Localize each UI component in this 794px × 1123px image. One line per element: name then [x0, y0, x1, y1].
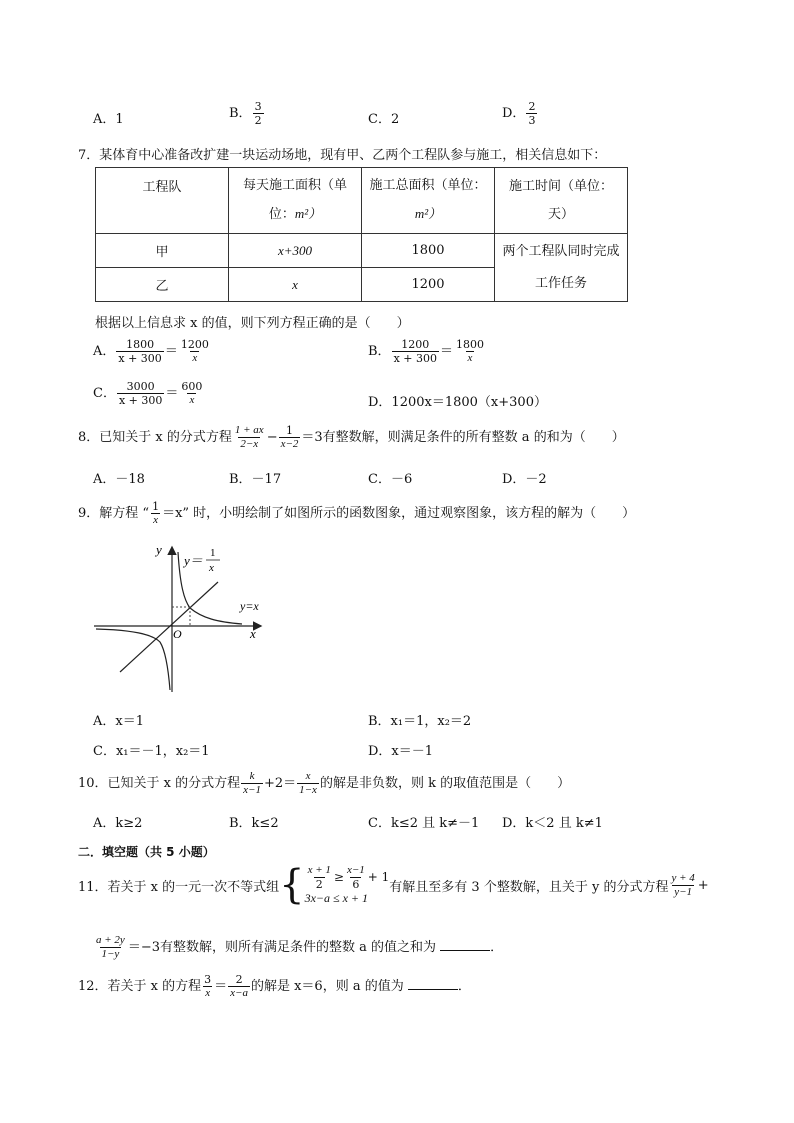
- q6-option-c: C．2: [368, 112, 400, 127]
- q7-ask: 根据以上信息求 x 的值，则下列方程正确的是（ ）: [95, 316, 410, 331]
- table-cell-time: 两个工程队同时完成 工作任务: [495, 234, 628, 302]
- system-brace: {: [279, 862, 305, 908]
- table-cell-total-jia: 1800: [362, 234, 495, 268]
- curve-label-numerator: 1: [210, 547, 216, 559]
- q9-stem: 9．解方程 “ $\frac{1}{x}$ ＝x” 时，小明绘制了如图所示的函数图象，通过观察图象，该方程的解为（ ）: [78, 500, 636, 526]
- table-cell-total-yi: 1200: [362, 268, 495, 302]
- q7-info-table: [95, 167, 628, 302]
- section-fill-in-heading: 二．填空题（共 5 小题）: [78, 845, 215, 859]
- q12-stem: 12．若关于 x 的方程 $\frac{3}{x}$ ＝ $\frac{2}{x-a}$ 的解是 x＝6，则 a 的值为 ．: [78, 973, 471, 999]
- q7-option-d: D．1200x＝1800（x+300）: [368, 395, 547, 410]
- table-cell-team-yi: 乙: [96, 268, 229, 302]
- q10-option-b: B．k≤2: [229, 816, 279, 831]
- q12-answer-blank[interactable]: [408, 977, 458, 990]
- q9-option-c: C．x₁＝－1，x₂＝1: [93, 744, 210, 759]
- q10-option-d: D．k＜2 且 k≠1: [502, 816, 603, 831]
- q9-option-d: D．x＝－1: [368, 744, 434, 759]
- q11-stem-line1: 11．若关于 x 的一元一次不等式组 { $\frac{x + 1}{2}$ ≥ $\frac{x-1}{6}$ + 1 3x−a ≤ x + 1 有解且至多有 3 个整数解，且关于 y 的分式方程 $\frac{y + 4}{y-1}$ +: [78, 862, 709, 908]
- inequality-1: $\frac{x + 1}{2}$ ≥ $\frac{x-1}{6}$ + 1: [307, 864, 390, 891]
- curve-label-denominator: x: [209, 562, 214, 574]
- q7-option-c: C． $\frac{3000}{x + 300}$ ＝ $\frac{600}{x}$: [93, 380, 203, 407]
- table-header-total: 施工总面积（单位： m²）: [362, 168, 495, 234]
- x-axis-label: x: [250, 626, 256, 641]
- y-axis-label: y: [156, 542, 162, 557]
- inequality-2: 3x−a ≤ x + 1: [304, 891, 369, 905]
- q7-option-b: B． $\frac{1200}{x + 300}$ ＝ $\frac{1800}{x}$: [368, 338, 484, 365]
- q8-option-b: B．－17: [229, 472, 282, 487]
- q9-option-b: B．x₁＝1，x₂＝2: [368, 714, 472, 729]
- line-y-equals-x: [120, 582, 218, 672]
- q11-answer-blank[interactable]: [440, 938, 490, 951]
- q8-option-a: A．－18: [93, 472, 145, 487]
- q9-function-graph: [92, 540, 272, 695]
- curve-label: y＝: [184, 553, 203, 568]
- inequality-system: [305, 864, 390, 906]
- q9-option-a: A．x＝1: [93, 714, 144, 729]
- q11-stem-line2: $\frac{a + 2y}{1-y}$ ＝−3有整数解，则所有满足条件的整数 a 的值之和为 ．: [96, 934, 504, 960]
- line-label: y=x: [240, 599, 259, 613]
- q6-option-d: D． $\frac{2}{3}$: [502, 100, 536, 127]
- q10-option-a: A．k≥2: [93, 816, 143, 831]
- table-cell-daily-jia: x+300: [229, 234, 362, 268]
- q8-option-d: D．－2: [502, 472, 547, 487]
- table-cell-team-jia: 甲: [96, 234, 229, 268]
- table-header-daily: 每天施工面积（单 位：m²）: [229, 168, 362, 234]
- q6-option-a: A．1: [93, 112, 124, 127]
- q8-option-c: C．－6: [368, 472, 413, 487]
- q7-option-a: A． $\frac{1800}{x + 300}$ ＝ $\frac{1200}{x}$: [93, 338, 209, 365]
- table-cell-daily-yi: x: [229, 268, 362, 302]
- q10-stem: 10．已知关于 x 的分式方程 $\frac{k}{x-1}$ +2＝ $\frac{x}{1-x}$ 的解是非负数，则 k 的取值范围是（ ）: [78, 770, 571, 796]
- q8-stem: 8．已知关于 x 的分式方程 $\frac{1 + ax}{2-x}$ − $\frac{1}{x-2}$ ＝3有整数解，则满足条件的所有整数 a 的和为（ ）: [78, 424, 625, 450]
- q10-option-c: C．k≤2 且 k≠－1: [368, 816, 480, 831]
- table-header-team: 工程队: [96, 168, 229, 234]
- table-header-time: 施工时间（单位： 天）: [495, 168, 628, 234]
- q7-stem: 7．某体育中心准备改扩建一块运动场地，现有甲、乙两个工程队参与施工，相关信息如下：: [78, 148, 607, 163]
- origin-label: O: [173, 627, 182, 641]
- q6-option-b: B． $\frac{3}{2}$: [229, 100, 262, 127]
